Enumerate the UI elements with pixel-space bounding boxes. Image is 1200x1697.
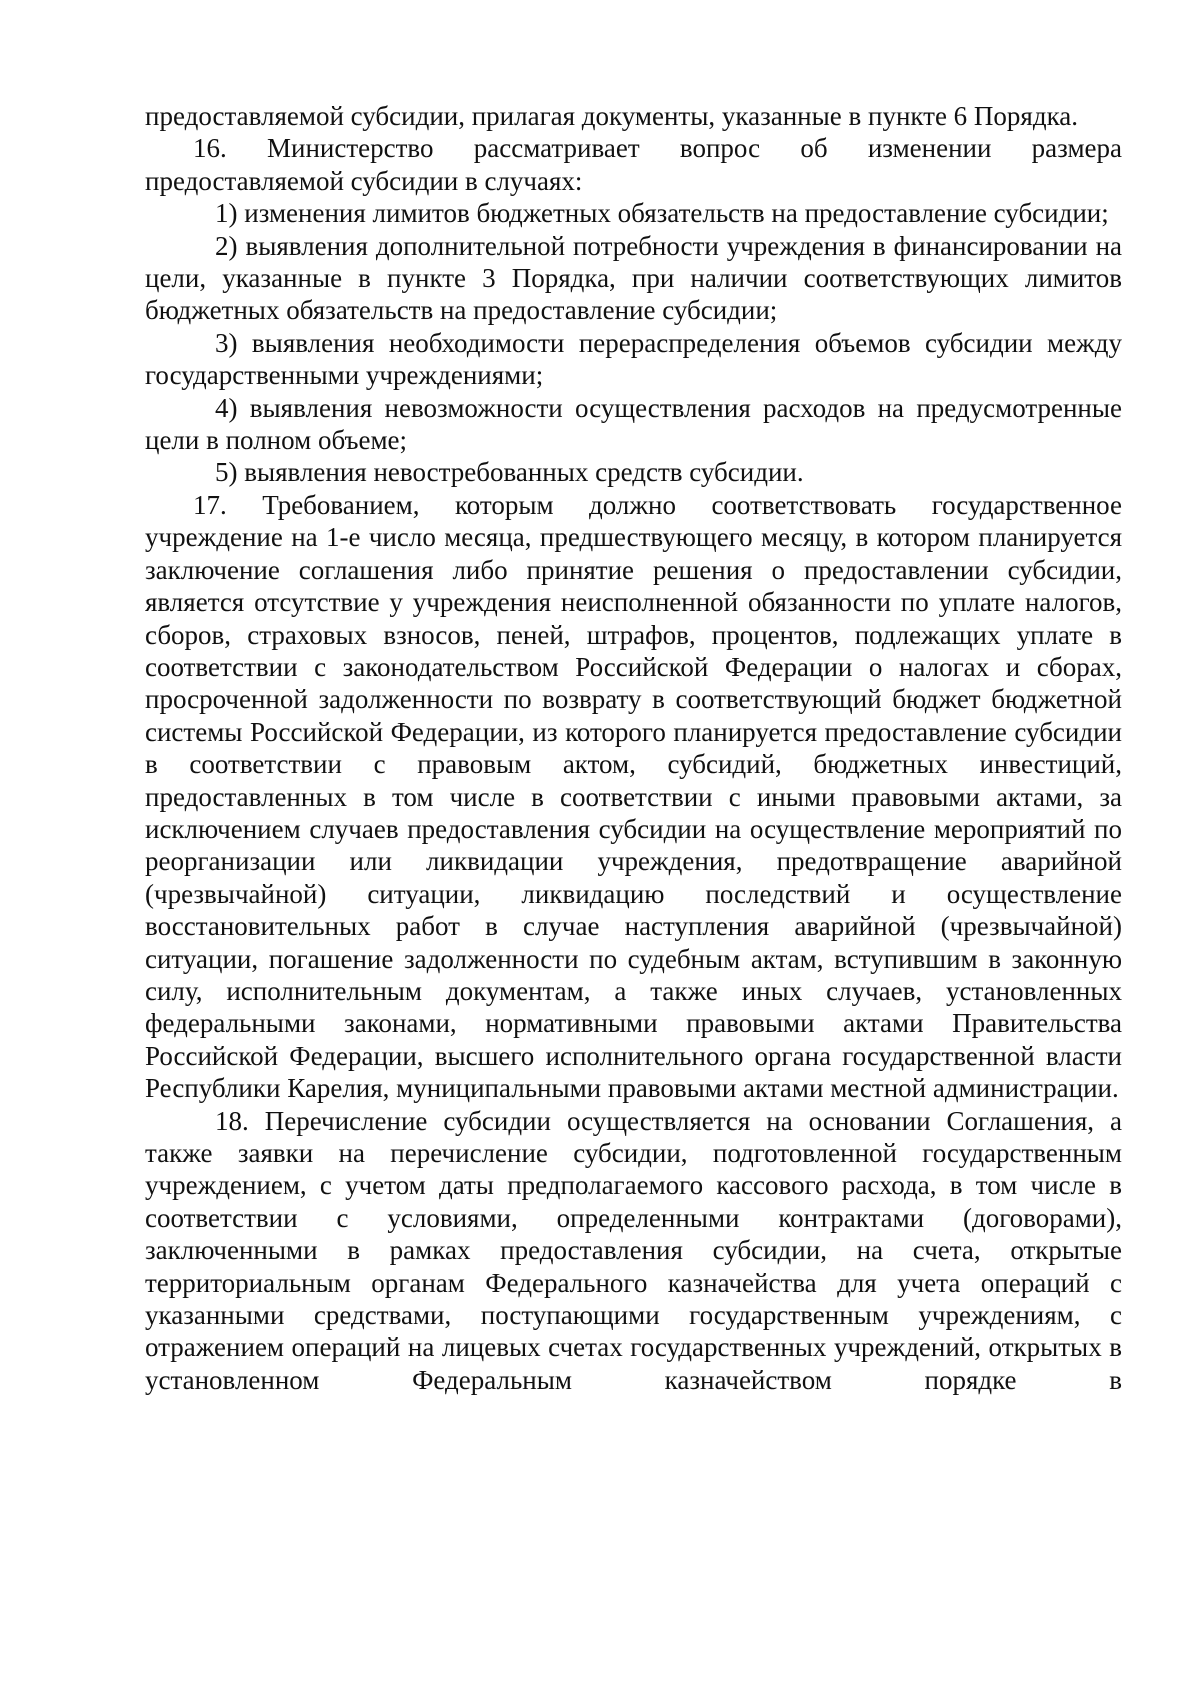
- paragraph-16: 16. Министерство рассматривает вопрос об изменении размера предоставляемой субсидии в случаях:: [145, 133, 1122, 196]
- paragraph-15-continuation: предоставляемой субсидии, прилагая документы, указанные в пункте 6 Порядка.: [145, 101, 1079, 131]
- paragraph-16-item-4: 4) выявления невозможности осуществления расходов на предусмотренные цели в полном объеме;: [145, 392, 1122, 456]
- paragraph-16-item-5: 5) выявления невостребованных средств субсидии.: [215, 457, 804, 488]
- document-page: [145, 100, 1122, 1396]
- paragraph-16-item-2: 2) выявления дополнительной потребности учреждения в финансировании на цели, указанные в пункте 3 Порядка, при наличии соответствующих лимитов бюджетных обязательств на предоставление субсидии;: [145, 230, 1122, 326]
- paragraph-16-item-3: 3) выявления необходимости перераспределения объемов субсидии между государственными учреждениями;: [145, 327, 1122, 391]
- paragraph-18: 18. Перечисление субсидии осуществляется на основании Соглашения, а также заявки на перечисление субсидии, подготовленной государственным учреждением, с учетом даты предполагаемого кассового расхода, в том числе в соответствии с условиями, определенными контрактами (договорами), заключенными в рамках предоставления субсидии, на счета, открытые территориальным органам Федерального казначейства для учета операций с указанными средствами, поступающими государственным учреждениям, с отражением операций на лицевых счетах государственных учреждений, открытых в установленном Федеральным казначейством порядке в: [145, 1105, 1122, 1395]
- paragraph-16-item-1: 1) изменения лимитов бюджетных обязательств на предоставление субсидии;: [215, 198, 1109, 229]
- paragraph-17: 17. Требованием, которым должно соответствовать государственное учреждение на 1-е число месяца, предшествующего месяцу, в котором планируется заключение соглашения либо принятие решения о предоставлении субсидии, является отсутствие у учреждения неисполненной обязанности по уплате налогов, сборов, страховых взносов, пеней, штрафов, процентов, подлежащих уплате в соответствии с законодательством Российской Федерации о налогах и сборах, просроченной задолженности по возврату в соответствующий бюджет бюджетной системы Российской Федерации, из которого планируется предоставление субсидии в соответствии с правовым актом, субсидий, бюджетных инвестиций, предоставленных в том числе в соответствии с иными правовыми актами, за исключением случаев предоставления субсидии на осуществление мероприятий по реорганизации или ликвидации учреждения, предотвращение аварийной (чрезвычайной) ситуации, ликвидацию последствий и осуществление восстановительных работ в случае наступления аварийной (чрезвычайной) ситуации, погашение задолженности по судебным актам, вступившим в законную силу, исполнительным документам, а также иных случаев, установленных федеральными законами, нормативными правовыми актами Правительства Российской Федерации, высшего исполнительного органа государственной власти Республики Карелия, муниципальными правовыми актами местной администрации.: [145, 489, 1122, 1104]
